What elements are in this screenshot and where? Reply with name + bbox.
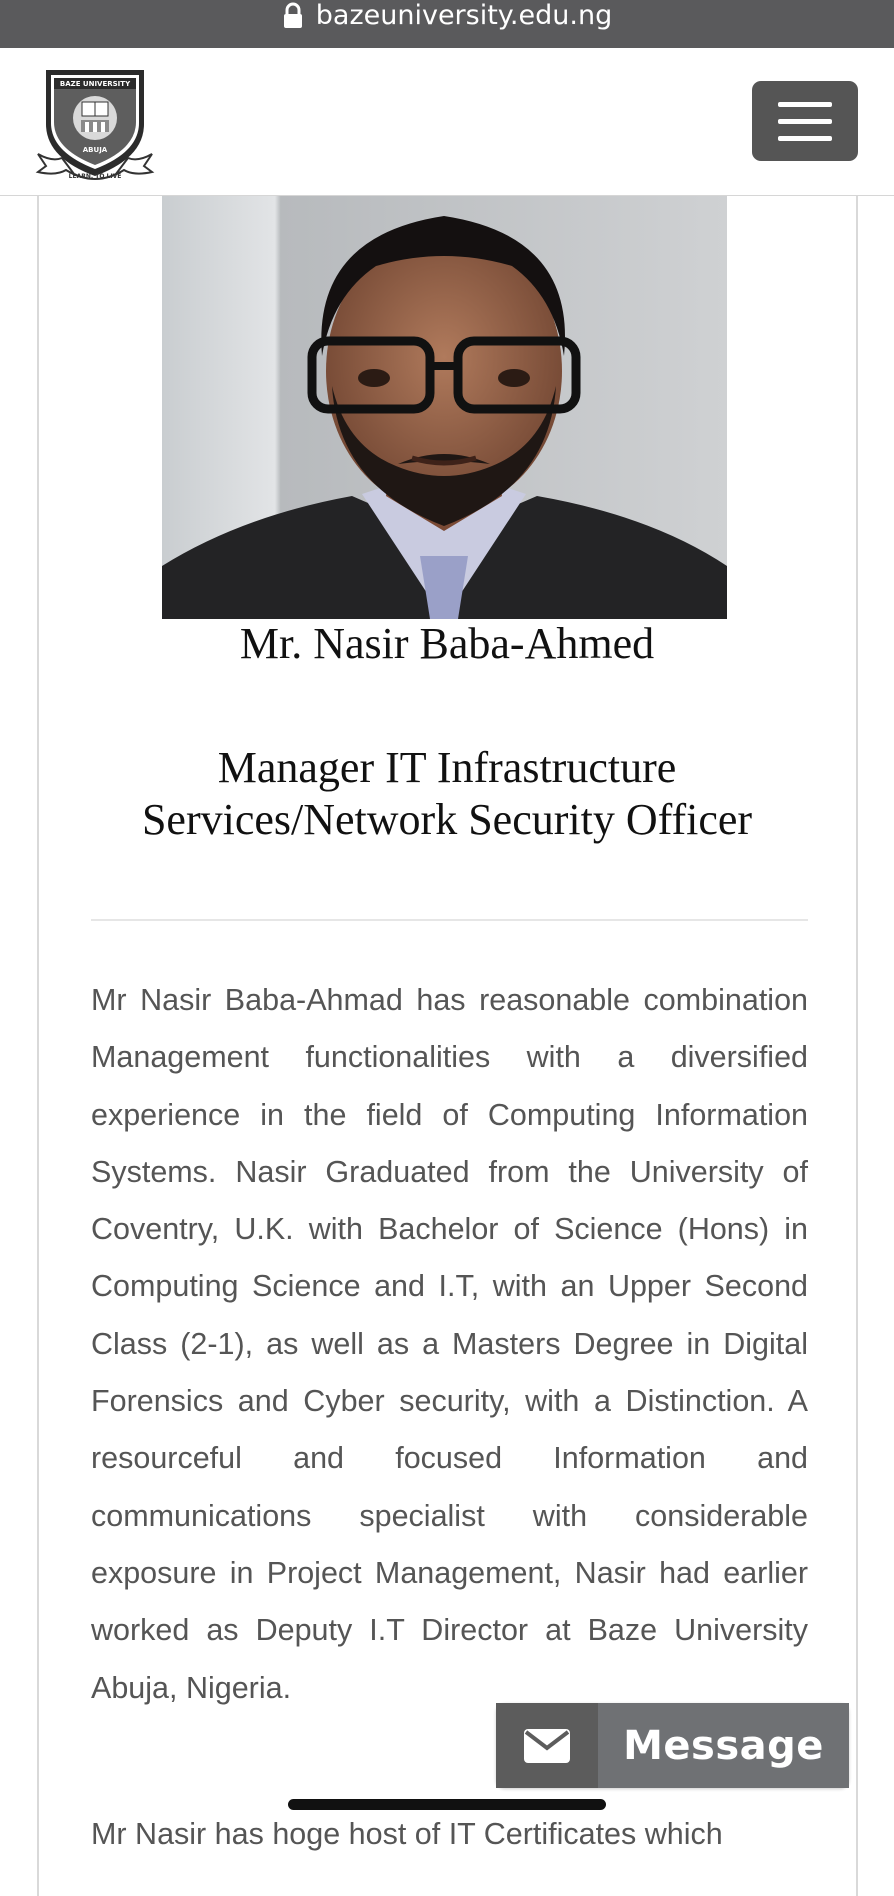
- person-title: Manager IT Infrastructure Services/Network Security Officer: [141, 743, 753, 844]
- message-widget-button[interactable]: [496, 1703, 849, 1788]
- logo-text-top: BAZE UNIVERSITY: [59, 80, 131, 88]
- home-indicator: [288, 1799, 606, 1810]
- person-name: Mr. Nasir Baba-Ahmed: [239, 619, 655, 668]
- hamburger-icon: [778, 102, 832, 107]
- divider: [91, 919, 808, 921]
- url-text: bazeuniversity.edu.ng: [315, 0, 613, 31]
- browser-url-bar[interactable]: [0, 0, 894, 48]
- bio-paragraph-next: Mr Nasir has hoge host of IT Certificates which: [91, 1817, 723, 1851]
- logo-text-city: ABUJA: [82, 146, 108, 154]
- profile-photo: [162, 196, 727, 619]
- site-header: [0, 48, 894, 196]
- message-label: Message: [598, 1703, 849, 1788]
- message-icon-box: [496, 1703, 598, 1788]
- hamburger-menu-button[interactable]: [752, 81, 858, 161]
- bio-paragraph: Mr Nasir Baba-Ahmad has reasonable combination Management functionalities with a diversified experience in the field of Computing Information Systems. Nasir Graduated from the University of Coventry, U.K. with Bachelor of Science (Hons) in Computing Science and I.T, with an Upper Second Class (2-1), as well as a Masters Degree in Digital Forensics and Cyber security, with a Distinction. A resourceful and focused Information and communications specialist with considerable exposure in Project Management, Nasir had earlier worked as Deputy I.T Director at Baze University Abuja, Nigeria.: [91, 983, 808, 1705]
- envelope-icon: [524, 1729, 570, 1763]
- lock-icon: [282, 3, 304, 29]
- logo-motto: LEARN, TO LIVE: [68, 173, 122, 180]
- hamburger-icon-bar: [778, 136, 832, 141]
- university-logo[interactable]: [34, 66, 156, 184]
- hamburger-icon-bar: [778, 119, 832, 124]
